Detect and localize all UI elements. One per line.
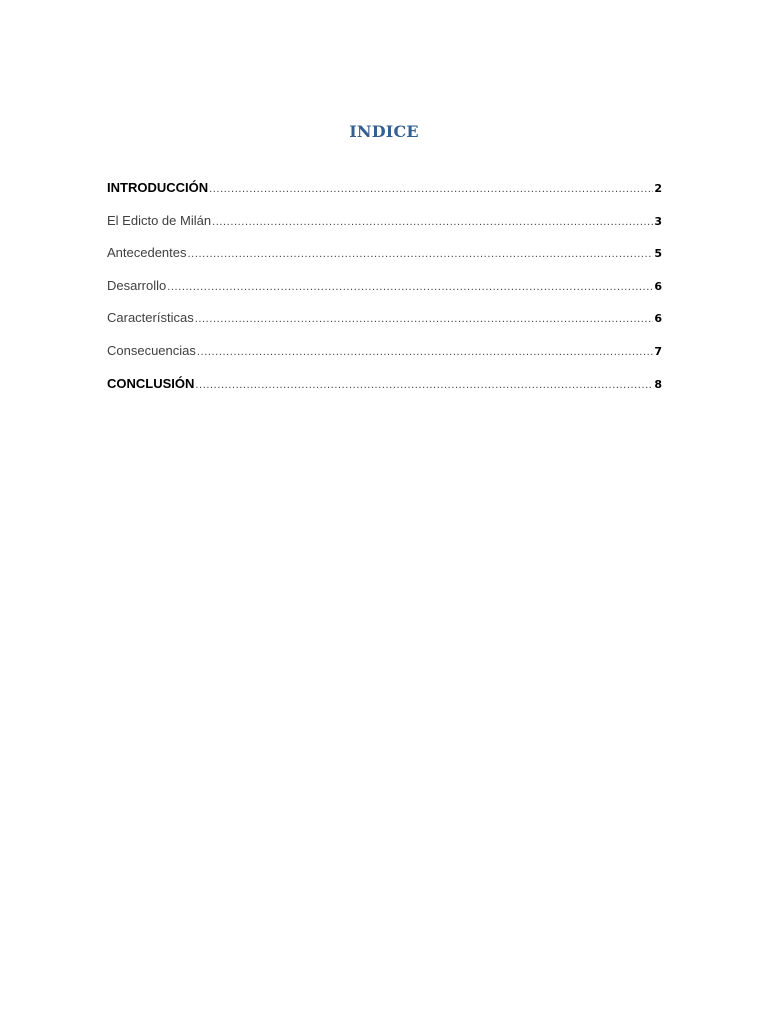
toc-dot-leader — [197, 343, 653, 358]
toc-entry-label: Desarrollo — [107, 277, 167, 293]
toc-entry-page-number: 6 — [654, 279, 662, 293]
toc-entry-antecedentes[interactable] — [107, 245, 662, 278]
toc-dot-leader — [167, 278, 653, 293]
toc-entry-conclusion[interactable] — [107, 376, 662, 409]
toc-dot-leader — [212, 213, 653, 228]
table-of-contents — [107, 180, 662, 408]
toc-entry-label: El Edicto de Milán — [107, 212, 212, 228]
toc-entry-consecuencias[interactable] — [107, 343, 662, 376]
toc-entry-label: INTRODUCCIÓN — [107, 180, 209, 195]
toc-entry-label: Características — [107, 310, 194, 326]
toc-entry-page-number: 8 — [654, 377, 662, 391]
toc-entry-page-number: 2 — [654, 182, 662, 195]
toc-entry-introduccion[interactable] — [107, 180, 662, 213]
toc-entry-caracteristicas[interactable] — [107, 310, 662, 343]
toc-entry-label: Antecedentes — [107, 245, 187, 261]
toc-dot-leader — [195, 310, 654, 325]
toc-entry-desarrollo[interactable] — [107, 278, 662, 311]
toc-entry-page-number: 3 — [654, 214, 662, 228]
toc-entry-label: CONCLUSIÓN — [107, 375, 195, 391]
toc-entry-page-number: 7 — [654, 344, 662, 358]
toc-entry-page-number: 5 — [654, 247, 662, 261]
toc-entry-page-number: 6 — [654, 312, 662, 326]
toc-entry-label: Consecuencias — [107, 342, 196, 358]
toc-dot-leader — [188, 245, 654, 260]
toc-entry-edicto-de-milan[interactable] — [107, 213, 662, 246]
toc-title: INDICE — [349, 122, 419, 141]
toc-dot-leader — [209, 180, 653, 195]
toc-dot-leader — [195, 376, 653, 391]
